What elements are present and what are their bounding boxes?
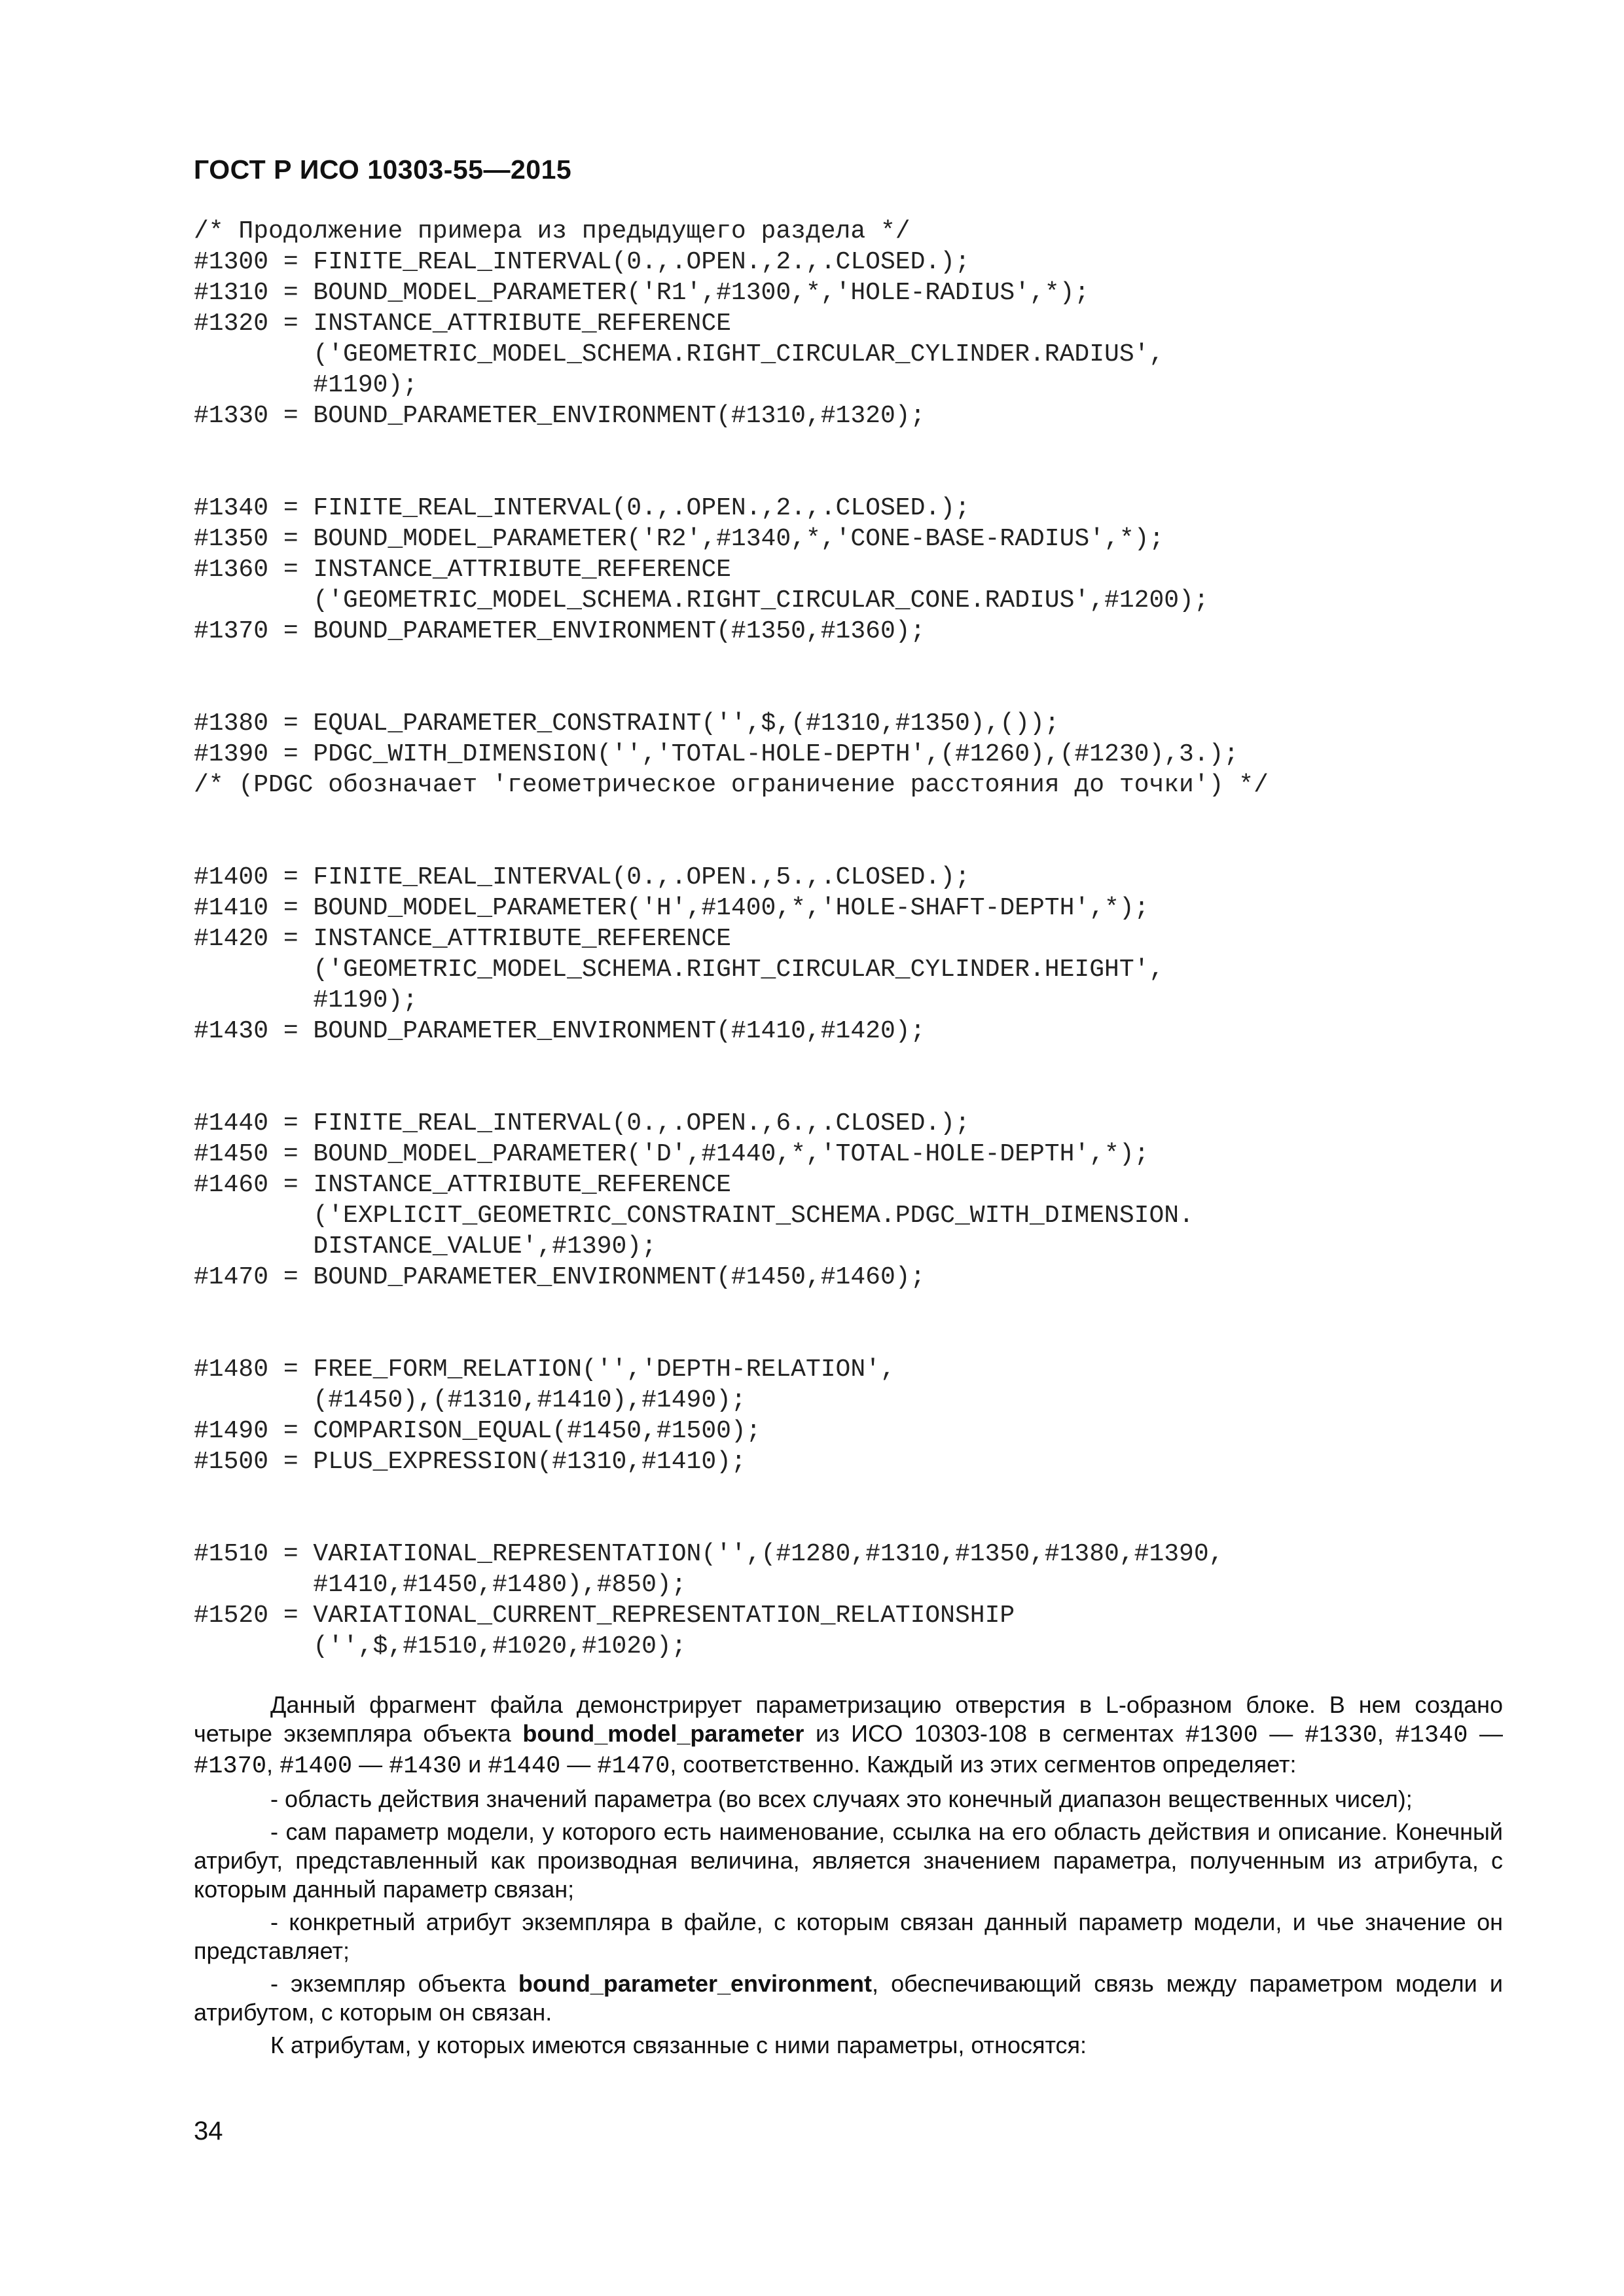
code-line: ('GEOMETRIC_MODEL_SCHEMA.RIGHT_CIRCULAR_CYLINDER.RADIUS', [194,340,1164,368]
code-line [194,1047,1269,1077]
body-text [194,1691,1503,2064]
code-line: #1490 = COMPARISON_EQUAL(#1450,#1500); [194,1417,761,1445]
code-line [194,431,1269,462]
code-line: #1190); [194,371,418,399]
code-line [194,1508,1269,1539]
code-line: #1360 = INSTANCE_ATTRIBUTE_REFERENCE [194,556,731,584]
code-line: #1450 = BOUND_MODEL_PARAMETER('D',#1440,*,'TOTAL-HOLE-DEPTH',*); [194,1140,1149,1168]
code-line [194,831,1269,862]
code-listing [194,216,1269,1662]
code-line: #1310 = BOUND_MODEL_PARAMETER('R1',#1300,*,'HOLE-RADIUS',*); [194,279,1090,307]
code-line: #1410 = BOUND_MODEL_PARAMETER('H',#1400,*,'HOLE-SHAFT-DEPTH',*); [194,894,1149,922]
code-line: #1330 = BOUND_PARAMETER_ENVIRONMENT(#1310,#1320); [194,402,926,430]
code-line: ('GEOMETRIC_MODEL_SCHEMA.RIGHT_CIRCULAR_CYLINDER.HEIGHT', [194,956,1164,984]
entity-name: bound_parameter_environment [518,1970,873,1997]
code-line: #1420 = INSTANCE_ATTRIBUTE_REFERENCE [194,925,731,953]
code-line: #1440 = FINITE_REAL_INTERVAL(0.,.OPEN.,6.,.CLOSED.); [194,1109,970,1138]
code-line: DISTANCE_VALUE',#1390); [194,1232,657,1261]
code-line: #1370 = BOUND_PARAMETER_ENVIRONMENT(#1350,#1360); [194,617,926,645]
code-line: #1190); [194,986,418,1014]
page-header: ГОСТ Р ИСО 10303-55—2015 [194,154,572,185]
code-line: #1390 = PDGC_WITH_DIMENSION('','TOTAL-HOLE-DEPTH',(#1260),(#1230),3.); [194,740,1239,768]
code-line [194,1323,1269,1354]
code-line: #1320 = INSTANCE_ATTRIBUTE_REFERENCE [194,310,731,338]
list-item: - конкретный атрибут экземпляра в файле, с которым связан данный параметр модели, и чье значение он представляет; [194,1909,1503,1964]
code-line: #1520 = VARIATIONAL_CURRENT_REPRESENTATION_RELATIONSHIP [194,1602,1015,1630]
code-line [194,677,1269,708]
code-line: /* (PDGC обозначает 'геометрическое ограничение расстояния до точки') */ [194,771,1269,799]
code-line: ('GEOMETRIC_MODEL_SCHEMA.RIGHT_CIRCULAR_CONE.RADIUS',#1200); [194,586,1209,615]
code-line: #1400 = FINITE_REAL_INTERVAL(0.,.OPEN.,5.,.CLOSED.); [194,863,970,891]
code-line: #1470 = BOUND_PARAMETER_ENVIRONMENT(#1450,#1460); [194,1263,926,1291]
code-line: #1380 = EQUAL_PARAMETER_CONSTRAINT('',$,(#1310,#1350),()); [194,709,1060,738]
code-line [194,1477,1269,1508]
paragraph-intro: Данный фрагмент файла демонстрирует параметризацию отверстия в L-образном блоке. В нем создано четыре экземпляра объекта bound_model_parameter из ИСО 10303-108 в сегментах #1300 — #1330, #1340 — #1370, #1400 — #1430 и #1440 — #1470, соответственно. Каждый из этих сегментов определяет: [194,1691,1504,1780]
page-number: 34 [194,2117,223,2145]
code-line: #1460 = INSTANCE_ATTRIBUTE_REFERENCE [194,1171,731,1199]
code-line: #1410,#1450,#1480),#850); [194,1571,687,1599]
list-item: - сам параметр модели, у которого есть наименование, ссылка на его область действия и описание. Конечный атрибут, представленный как производная величина, является значением параметра, полученным из атрибута, с которым данный параметр связан; [194,1818,1503,1903]
code-line: #1340 = FINITE_REAL_INTERVAL(0.,.OPEN.,2.,.CLOSED.); [194,494,970,522]
code-line [194,800,1269,831]
code-line: #1500 = PLUS_EXPRESSION(#1310,#1410); [194,1448,746,1476]
code-line: (#1450),(#1310,#1410),#1490); [194,1386,746,1414]
list-item: - область действия значений параметра (во всех случаях это конечный диапазон вещественных чисел); [270,1785,1413,1812]
code-line: #1430 = BOUND_PARAMETER_ENVIRONMENT(#1410,#1420); [194,1017,926,1045]
code-line: ('EXPLICIT_GEOMETRIC_CONSTRAINT_SCHEMA.PDGC_WITH_DIMENSION. [194,1202,1194,1230]
code-line: #1480 = FREE_FORM_RELATION('','DEPTH-RELATION', [194,1355,895,1384]
list-item: - экземпляр объекта bound_parameter_environment, обеспечивающий связь между параметром модели и атрибутом, с которым он связан. [194,1970,1503,2026]
code-line: ('',$,#1510,#1020,#1020); [194,1632,687,1660]
code-line: #1350 = BOUND_MODEL_PARAMETER('R2',#1340,*,'CONE-BASE-RADIUS',*); [194,525,1164,553]
code-line [194,462,1269,493]
paragraph-closing: К атрибутам, у которых имеются связанные с ними параметры, относятся: [270,2032,1087,2058]
code-line [194,647,1269,677]
code-line: #1300 = FINITE_REAL_INTERVAL(0.,.OPEN.,2.,.CLOSED.); [194,248,970,276]
code-line [194,1293,1269,1323]
code-line: #1510 = VARIATIONAL_REPRESENTATION('',(#1280,#1310,#1350,#1380,#1390, [194,1540,1224,1568]
code-line [194,1077,1269,1108]
code-line: /* Продолжение примера из предыдущего раздела */ [194,217,911,245]
entity-name: bound_model_parameter [522,1720,804,1747]
